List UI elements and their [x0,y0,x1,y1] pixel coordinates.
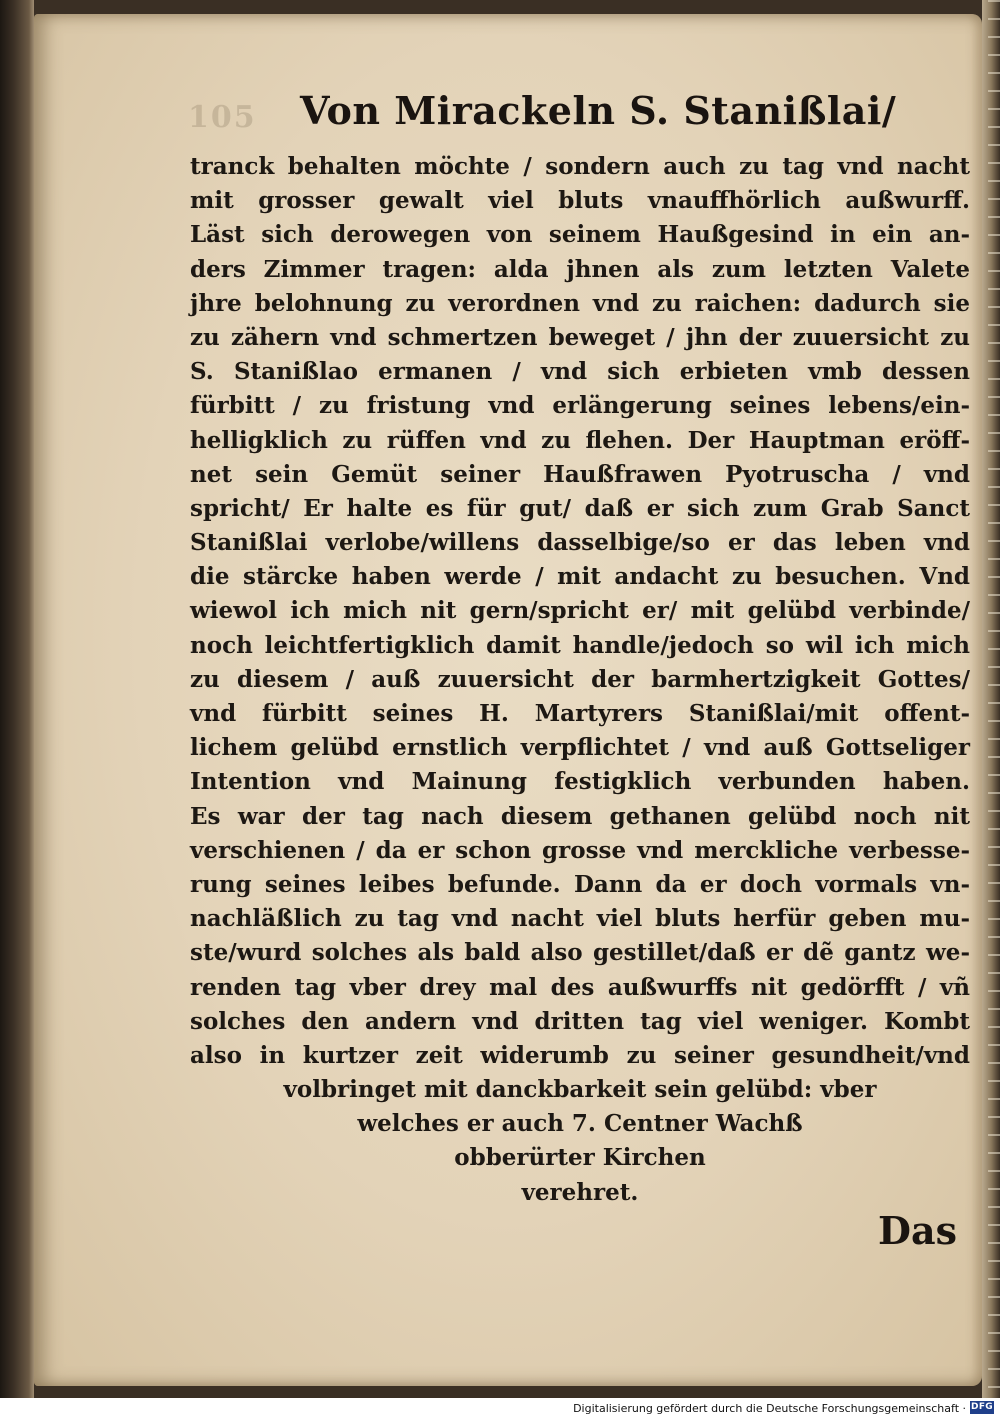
text-line: lichem gelübd ernstlich verpflichtet / vnd auß Gottseliger [190,734,970,762]
page-number: 105 [188,100,257,135]
text-line: zu zähern vnd schmertzen beweget / jhn der zuuersicht zu [190,323,970,351]
text-line: vnd fürbitt seines H. Martyrers Stanißlai/mit offent- [190,700,970,727]
catchword: Das [878,1208,957,1253]
text-line: spricht/ Er halte es für gut/ daß er sich zum Grab Sanct [190,494,970,522]
footer-credit: Digitalisierung gefördert durch die Deutsche Forschungsgemeinschaft · [573,1402,966,1415]
scan-edge-ruler [988,0,1000,1398]
dfg-logo: DFG [971,1402,993,1412]
text-line: Intention vnd Mainung festigklich verbunden haben. [190,768,970,796]
text-line: die stärcke haben werde / mit andacht zu besuchen. Vnd [190,563,970,591]
text-line: Es war der tag nach diesem gethanen gelübd noch nit [190,802,970,830]
text-line-centered: volbringet mit danckbarkeit sein gelübd: vber [283,1076,877,1104]
text-line: Läst sich derowegen von seinem Haußgesind in ein an- [190,221,970,249]
text-line: ste/wurd solches als bald also gestillet/daß er dẽ gantz we- [190,939,970,967]
running-head: Von Mirackeln S. Stanißlai/ [300,88,897,133]
text-line: net sein Gemüt seiner Haußfrawen Pyotruscha / vnd [190,460,970,488]
body-text [190,150,970,1210]
text-line-centered: verehret. [521,1178,639,1206]
text-line: jhre belohnung zu verordnen vnd zu raichen: dadurch sie [190,289,970,317]
text-line-centered: obberürter Kirchen [454,1144,706,1172]
text-line: Stanißlai verlobe/willens dasselbige/so er das leben vnd [190,529,970,557]
text-line-centered: welches er auch 7. Centner Wachß [357,1110,803,1138]
book-binding-left [0,0,34,1398]
text-line: noch leichtfertigklich damit handle/jedoch so wil ich mich [190,631,970,659]
text-line: solches den andern vnd dritten tag viel weniger. Kombt [190,1007,970,1035]
text-line: renden tag vber drey mal des außwurffs nit gedörfft / vñ [190,973,970,1001]
centered-closing-lines [190,1073,970,1210]
text-line: mit grosser gewalt viel bluts vnauffhörlich außwurff. [190,187,970,215]
text-line: S. Stanißlao ermanen / vnd sich erbieten vmb dessen [190,358,970,386]
text-line: tranck behalten möchte / sondern auch zu tag vnd nacht [190,153,970,180]
text-line: rung seines leibes befunde. Dann da er doch vormals vn- [190,870,970,898]
text-line: helligklich zu rüffen vnd zu flehen. Der Hauptman eröff- [190,426,970,454]
text-line: nachläßlich zu tag vnd nacht viel bluts herfür geben mu- [190,905,970,933]
text-line: zu diesem / auß zuuersicht der barmhertzigkeit Gottes/ [190,665,970,693]
text-lines [190,150,970,1073]
text-line: wiewol ich mich nit gern/spricht er/ mit gelübd verbinde/ [190,597,970,625]
text-line: verschienen / da er schon grosse vnd merckliche verbesse- [190,836,970,864]
text-line: ders Zimmer tragen: alda jhnen als zum letzten Valete [190,255,970,283]
text-line: also in kurtzer zeit widerumb zu seiner gesundheit/vnd [190,1041,970,1069]
text-line: fürbitt / zu fristung vnd erlängerung seines lebens/ein- [190,392,970,420]
